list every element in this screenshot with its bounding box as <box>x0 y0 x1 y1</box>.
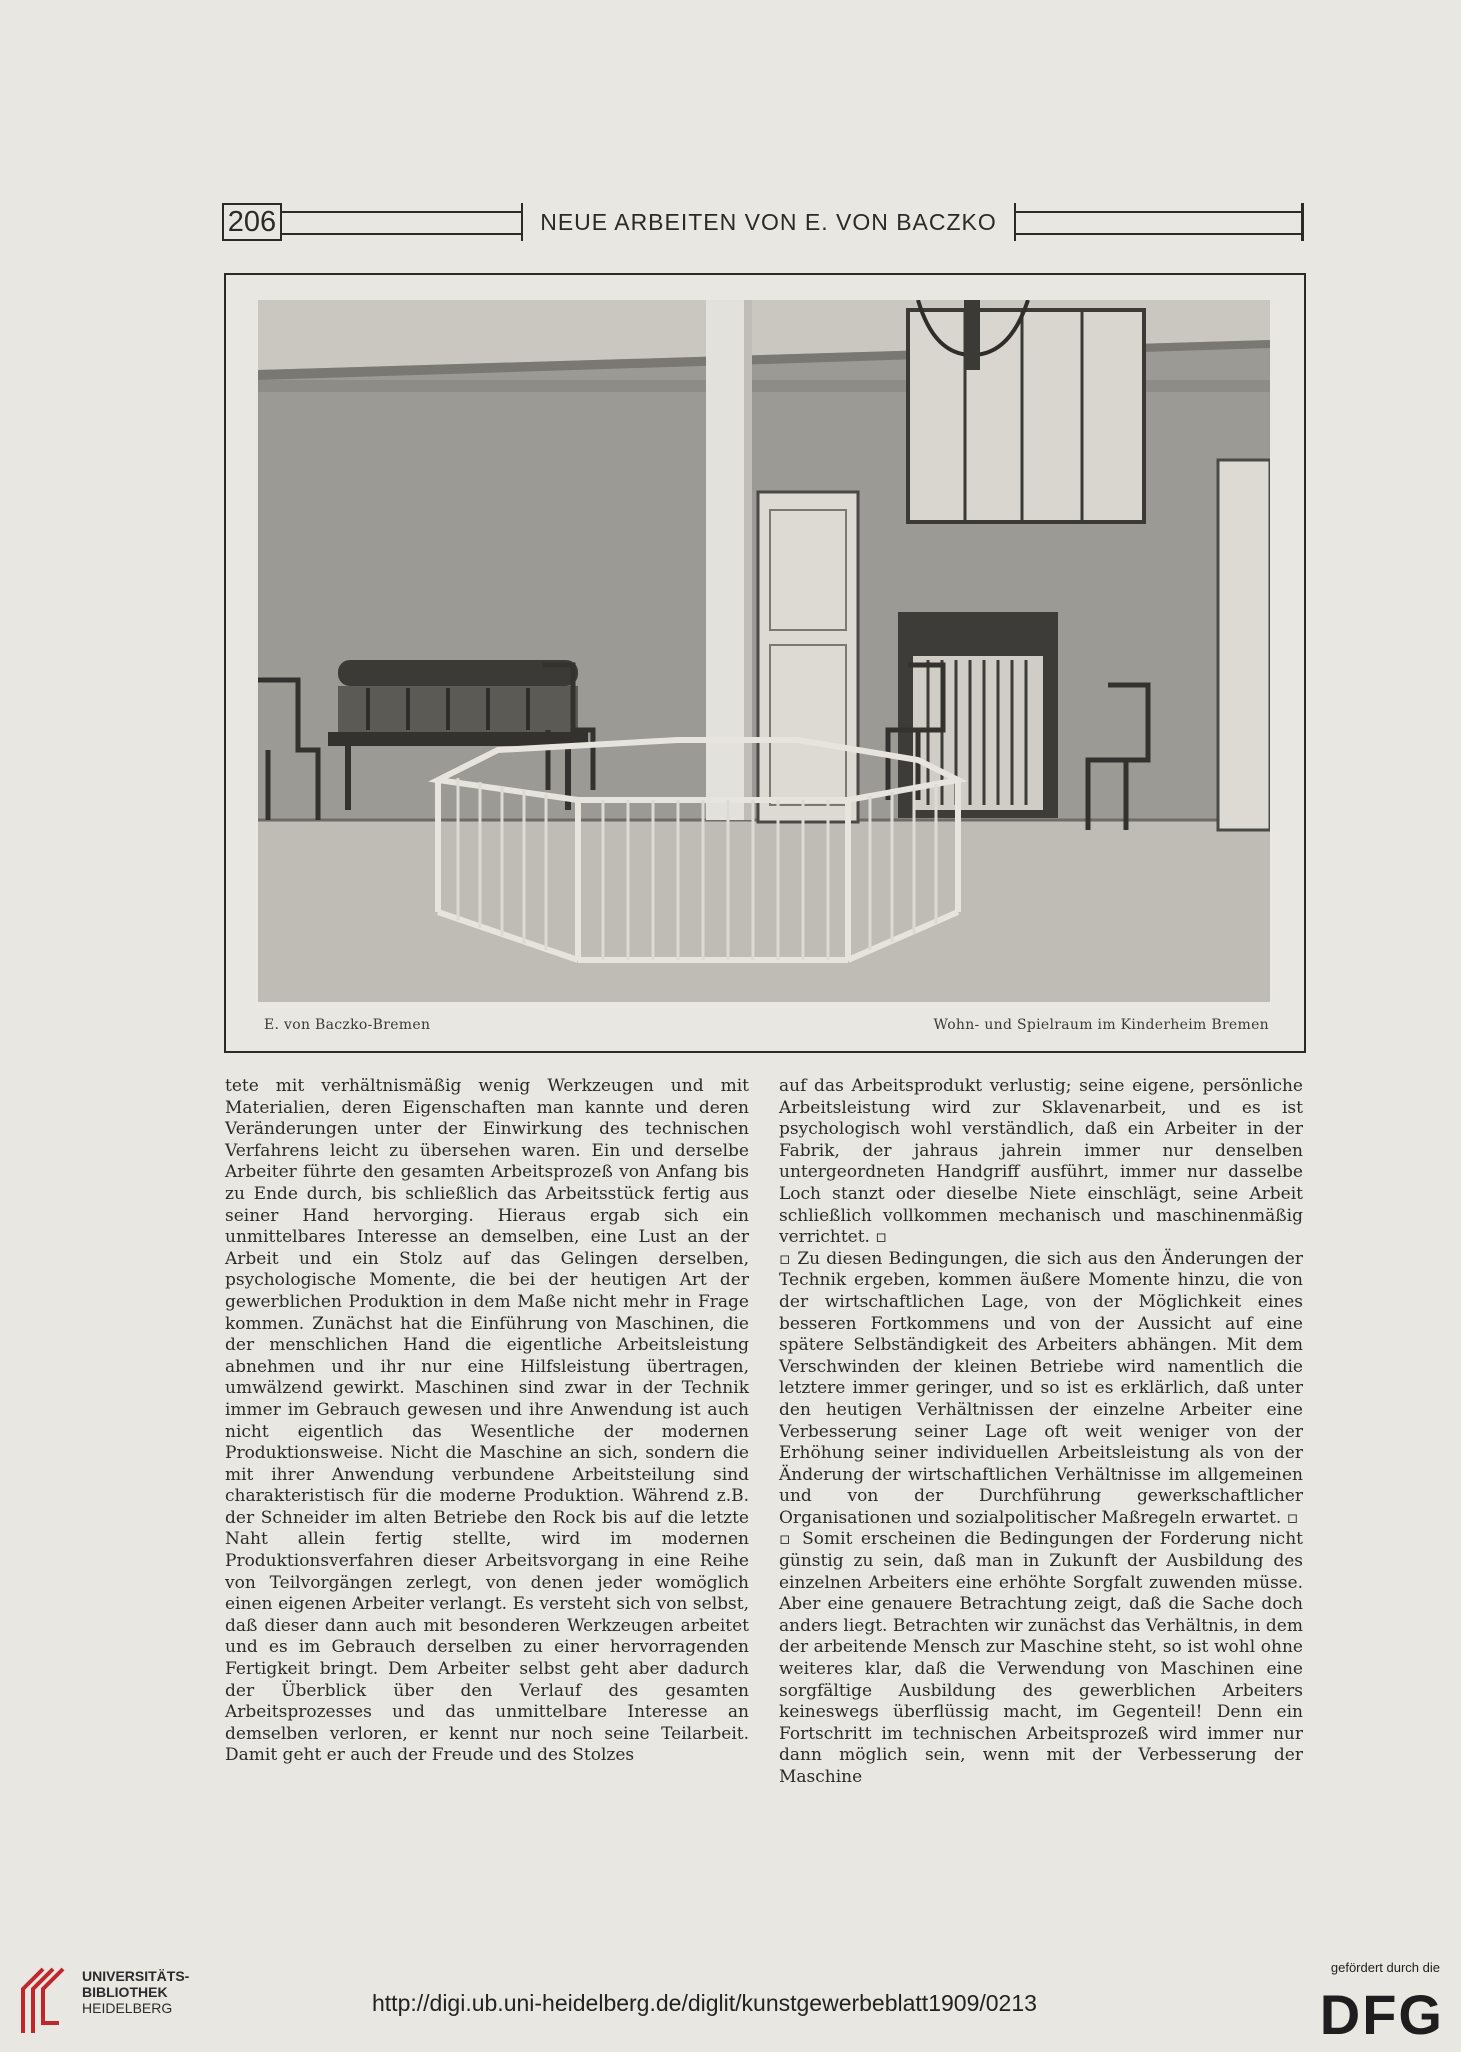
funding-note: gefördert durch die <box>1330 1960 1440 1975</box>
library-logo-icon <box>15 1965 70 2037</box>
interior-photograph <box>258 300 1270 1002</box>
paragraph: ▫ Somit erscheinen die Bedingungen der Forderung nicht günstig zu sein, daß man in Zukunft der Ausbildung des einzelnen Arbeiters eine erhöhte Sorgfalt zuwenden müsse. Aber eine genauere Betrachtung zeigt, daß die Sache doch anders liegt. Betrachten wir zunächst das Verhältnis, in dem der arbeitende Mensch zur Maschine steht, so ist wohl ohne weiteres klar, daß die Verwendung von Maschinen eine sorgfältige Ausbildung des gewerblichen Arbeiters keineswegs überflüssig macht, im Gegenteil! Denn ein Fortschritt im technischen Arbeitsprozeß wird immer nur dann möglich sein, wenn mit der Verbesserung der Maschine <box>779 1529 1303 1787</box>
paragraph: tete mit verhältnismäßig wenig Werkzeugen und mit Materialien, deren Eigenschaften man kannte und deren Veränderungen unter der Einwirkung des technischen Verfahrens leicht zu übersehen waren. Ein und derselbe Arbeiter führte den gesamten Arbeitsprozeß von Anfang bis zu Ende durch, bis schließlich das Arbeitsstück fertig aus seiner Hand hervorging. Hieraus ergab sich ein unmittelbares Interesse an demselben, eine Lust an der Arbeit und ein Stolz auf das Gelingen derselben, psychologische Momente, die bei der heutigen Art der gewerblichen Produktion in dem Maße nicht mehr in Frage kommen. Zunächst hat die Einführung von Maschinen, die der menschlichen Hand die eigentliche Arbeitsleistung abnehmen und ihr nur eine Hilfsleistung übertragen, umwälzend gewirkt. Maschinen sind zwar in der Technik immer im Gebrauch gewesen und ihre Anwendung ist auch nicht eigentlich das Wesentliche der modernen Produktionsweise. Nicht die Maschine an sich, sondern die mit ihrer Anwendung verbundene Arbeitsteilung sind charakteristisch für die moderne Produktion. Während z.B. der Schneider im alten Betriebe den Rock bis auf die letzte Naht allein fertig stellte, wird im modernen Produktionsverfahren dieser Arbeitsvorgang in eine Reihe von Teilvorgängen zerlegt, von denen jeder womöglich einen eigenen Arbeiter verlangt. Es versteht sich von selbst, daß dieser dann auch mit besonderen Werkzeugen arbeitet und es im Gebrauch derselben zu einer hervorragenden Fertigkeit bringt. Dem Arbeiter selbst geht aber dadurch der Überblick über den Verlauf des gesamten Arbeitsprozesses und das unmittelbare Interesse an demselben verloren, er kennt nur noch seine Teilarbeit. Damit geht er auch der Freude und des Stolzes <box>225 1076 749 1766</box>
paragraph: ▫ Zu diesen Bedingungen, die sich aus den Änderungen der Technik ergeben, kommen äußere Momente hinzu, die von der wirtschaftlichen Lage, von der Möglichkeit eines besseren Fortkommens und von der Aussicht auf eine spätere Selbständigkeit des Arbeiters abhängen. Mit dem Verschwinden der kleinen Betriebe wird namentlich die letztere immer geringer, und so ist es erklärlich, daß unter den heutigen Verhältnissen der einzelne Arbeiter eine Verbesserung seiner Lage oft weit weniger von der Erhöhung seiner individuellen Arbeitsleistung als von der Änderung der wirtschaftlichen Verhältnisse im allgemeinen und von der Durchführung gewerkschaftlicher Organisationen und sozialpolitischer Maßregeln erwartet. ▫ <box>779 1248 1303 1528</box>
library-name: UNIVERSITÄTS- BIBLIOTHEK HEIDELBERG <box>82 1968 190 2016</box>
source-url-link[interactable]: http://digi.ub.uni-heidelberg.de/diglit/kunstgewerbeblatt1909/0213 <box>372 1990 1037 2016</box>
header-rule-left <box>282 211 521 235</box>
running-title: NEUE ARBEITEN VON E. VON BACZKO <box>521 203 1016 241</box>
text-column-right <box>779 1076 1303 1789</box>
paragraph: auf das Arbeitsprodukt verlustig; seine eigene, persönliche Arbeitsleistung wird zur Sklavenarbeit, und es ist psychologisch wohl verständlich, daß ein Arbeiter in der Fabrik, der jahraus jahrein immer nur denselben untergeordneten Handgriff ausführt, immer nur dasselbe Loch stanzt oder dieselbe Niete einschlägt, seine Arbeit schließlich vollkommen mechanisch und maschinenmäßig verrichtet. ▫ <box>779 1076 1303 1248</box>
text-column-left <box>225 1076 749 1767</box>
photo-caption: Wohn- und Spielraum im Kinderheim Bremen <box>933 1017 1269 1033</box>
page-number: 206 <box>222 203 282 241</box>
dfg-logo: DFG <box>1319 1983 1444 2046</box>
header-rule-right <box>1016 211 1301 235</box>
photo-credit: E. von Baczko-Bremen <box>264 1017 431 1033</box>
running-header <box>222 203 1304 241</box>
header-end-bar <box>1301 203 1304 241</box>
